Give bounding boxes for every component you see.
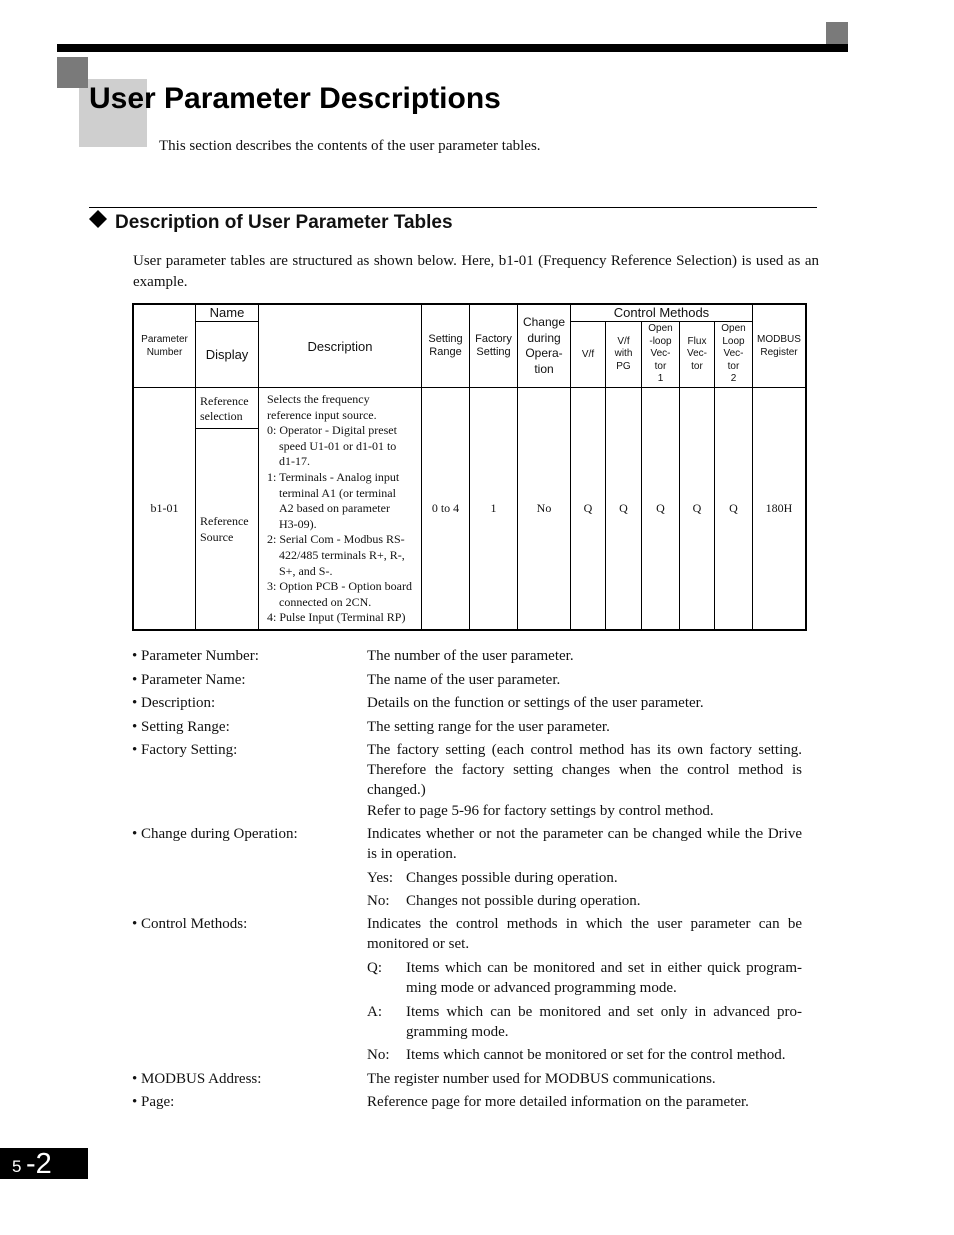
header-line: tor bbox=[727, 360, 740, 372]
term-change-during-operation: • Change during Operation: bbox=[132, 826, 298, 842]
cell-change-during-operation: No bbox=[536, 501, 552, 515]
description-line: d1-17. bbox=[279, 454, 310, 469]
header-open-loop-vector-1 bbox=[642, 322, 679, 387]
term-description: • Description: bbox=[132, 695, 216, 711]
description-line: 422/485 terminals R+, R-, bbox=[279, 547, 405, 562]
header-display: Display bbox=[205, 347, 249, 362]
option-value: Changes not possible during operation. bbox=[406, 893, 641, 909]
header-flux-vector bbox=[680, 322, 714, 387]
cell-factory-setting: 1 bbox=[490, 501, 497, 515]
description-line: S+, and S-. bbox=[279, 563, 333, 578]
header-rule bbox=[57, 44, 848, 52]
cell-parameter-number: b1-01 bbox=[150, 501, 179, 515]
header-line: Opera- bbox=[525, 346, 563, 360]
title-tab-dark bbox=[57, 57, 88, 88]
cell-setting-range: 0 to 4 bbox=[431, 501, 460, 515]
header-line: Register bbox=[760, 347, 798, 358]
description-line: 4: Pulse Input (Terminal RP) bbox=[267, 610, 406, 625]
body-name-divider bbox=[195, 428, 258, 429]
description-line: H3-09). bbox=[279, 516, 317, 531]
header-line: 2 bbox=[730, 373, 737, 385]
page-number-badge bbox=[0, 1148, 88, 1179]
header-change-during-operation bbox=[518, 305, 570, 387]
header-line: tor bbox=[654, 360, 667, 372]
definition-parameter-name: The name of the user parameter. bbox=[367, 672, 561, 688]
option-key: Q: bbox=[367, 960, 382, 976]
description-line: reference input source. bbox=[267, 407, 377, 422]
description-line: 0: Operator - Digital preset bbox=[267, 423, 397, 438]
header-setting-range: Setting Range bbox=[428, 333, 463, 358]
option-key: No: bbox=[367, 893, 390, 909]
description-line: 1: Terminals - Analog input bbox=[267, 469, 400, 484]
header-modbus-register bbox=[753, 305, 805, 387]
header-line: Vec- bbox=[686, 348, 707, 360]
cell-open-loop-vector-1: Q bbox=[656, 501, 665, 515]
header-factory-setting: Factory Setting bbox=[475, 333, 512, 358]
header-line: Flux bbox=[687, 335, 707, 347]
header-line: 1 bbox=[657, 373, 664, 385]
option-value: Items which can be monitored and set in either quick program-ming mode or advanced programming mode. bbox=[406, 960, 802, 996]
definition-page: Reference page for more detailed information on the parameter. bbox=[367, 1094, 749, 1110]
header-line: MODBUS bbox=[757, 334, 801, 345]
header-line: Open bbox=[648, 323, 673, 335]
header-open-loop-vector-2 bbox=[715, 322, 752, 387]
header-parameter-number: Parameter Number bbox=[141, 334, 188, 358]
description-line: connected on 2CN. bbox=[279, 594, 372, 609]
description-line: 2: Serial Com - Modbus RS- bbox=[267, 532, 405, 547]
header-line: -loop bbox=[649, 335, 672, 347]
option-key: No: bbox=[367, 1047, 390, 1063]
cell-display: Reference Source bbox=[200, 514, 249, 544]
header-line: with bbox=[614, 348, 633, 360]
term-parameter-number: • Parameter Number: bbox=[132, 648, 259, 664]
intro-text: This section describes the contents of the user parameter tables. bbox=[159, 138, 541, 154]
header-line: Vec- bbox=[650, 348, 671, 360]
cell-description bbox=[267, 392, 419, 626]
cell-name: Reference selection bbox=[200, 393, 249, 423]
description-line: speed U1-01 or d1-01 to bbox=[279, 438, 397, 453]
page-number: -2 bbox=[26, 1148, 52, 1180]
header-line: PG bbox=[616, 360, 631, 372]
header-name: Name bbox=[209, 304, 245, 320]
cell-flux-vector: Q bbox=[692, 501, 702, 515]
definition-modbus-address: The register number used for MODBUS communications. bbox=[367, 1071, 716, 1087]
header-line: during bbox=[527, 330, 561, 345]
term-page: • Page: bbox=[132, 1094, 175, 1110]
description-line: 3: Option PCB - Option board bbox=[267, 579, 413, 594]
header-line: Loop bbox=[722, 335, 745, 347]
lead-paragraph: User parameter tables are structured as shown below. Here, b1-01 (Frequency Reference Selection) is used as an example. bbox=[133, 253, 819, 290]
definition-description: Details on the function or settings of the user parameter. bbox=[367, 695, 704, 711]
header-line: tion bbox=[534, 361, 554, 376]
diamond-bullet-icon bbox=[89, 210, 109, 236]
option-value: Changes possible during operation. bbox=[406, 870, 618, 886]
header-line: Open bbox=[721, 323, 746, 335]
header-line: Change bbox=[522, 315, 566, 329]
cell-open-loop-vector-2: Q bbox=[729, 501, 738, 515]
header-control-methods: Control Methods bbox=[613, 304, 710, 320]
cell-modbus-register: 180H bbox=[765, 501, 793, 515]
term-setting-range: • Setting Range: bbox=[132, 719, 230, 735]
term-control-methods: • Control Methods: bbox=[132, 916, 248, 932]
cell-vf-with-pg: Q bbox=[619, 501, 628, 515]
corner-tab-marker bbox=[826, 22, 848, 44]
description-line: terminal A1 (or terminal bbox=[279, 485, 396, 500]
term-parameter-name: • Parameter Name: bbox=[132, 672, 246, 688]
definition-control-methods: Indicates the control methods in which the user parameter can be monitored or set. bbox=[367, 916, 802, 952]
header-line: Vec- bbox=[723, 348, 744, 360]
section-heading bbox=[89, 210, 453, 236]
chapter-number: 5 bbox=[12, 1157, 22, 1176]
description-line: Selects the frequency bbox=[267, 392, 370, 406]
header-line: tor bbox=[691, 360, 703, 372]
definition-setting-range: The setting range for the user parameter. bbox=[367, 719, 610, 735]
option-key: Yes: bbox=[367, 870, 393, 886]
header-vf-with-pg bbox=[606, 322, 641, 387]
option-value: Items which cannot be monitored or set for the control method. bbox=[406, 1047, 786, 1063]
section-heading-text: Description of User Parameter Tables bbox=[115, 212, 453, 233]
definition-parameter-number: The number of the user parameter. bbox=[367, 648, 574, 664]
definition-change-during-operation: Indicates whether or not the parameter can be changed while the Drive is in operation. bbox=[367, 826, 802, 862]
header-description: Description bbox=[307, 338, 373, 354]
cell-vf: Q bbox=[583, 501, 593, 515]
option-key: A: bbox=[367, 1004, 382, 1020]
description-line: A2 based on parameter bbox=[279, 501, 390, 516]
term-factory-setting: • Factory Setting: bbox=[132, 742, 238, 758]
header-line: V/f bbox=[617, 335, 630, 347]
term-modbus-address: • MODBUS Address: bbox=[132, 1071, 262, 1087]
definition-factory-setting-reference: Refer to page 5-96 for factory settings by control method. bbox=[367, 803, 714, 819]
definition-factory-setting: The factory setting (each control method has its own factory setting. Therefore the factory setting changes when the control method is changed.) bbox=[367, 742, 802, 798]
page-title: User Parameter Descriptions bbox=[89, 82, 501, 115]
header-vf: V/f bbox=[581, 349, 595, 360]
section-divider bbox=[89, 207, 817, 208]
option-value: Items which can be monitored and set only in advanced pro-gramming mode. bbox=[406, 1004, 802, 1040]
